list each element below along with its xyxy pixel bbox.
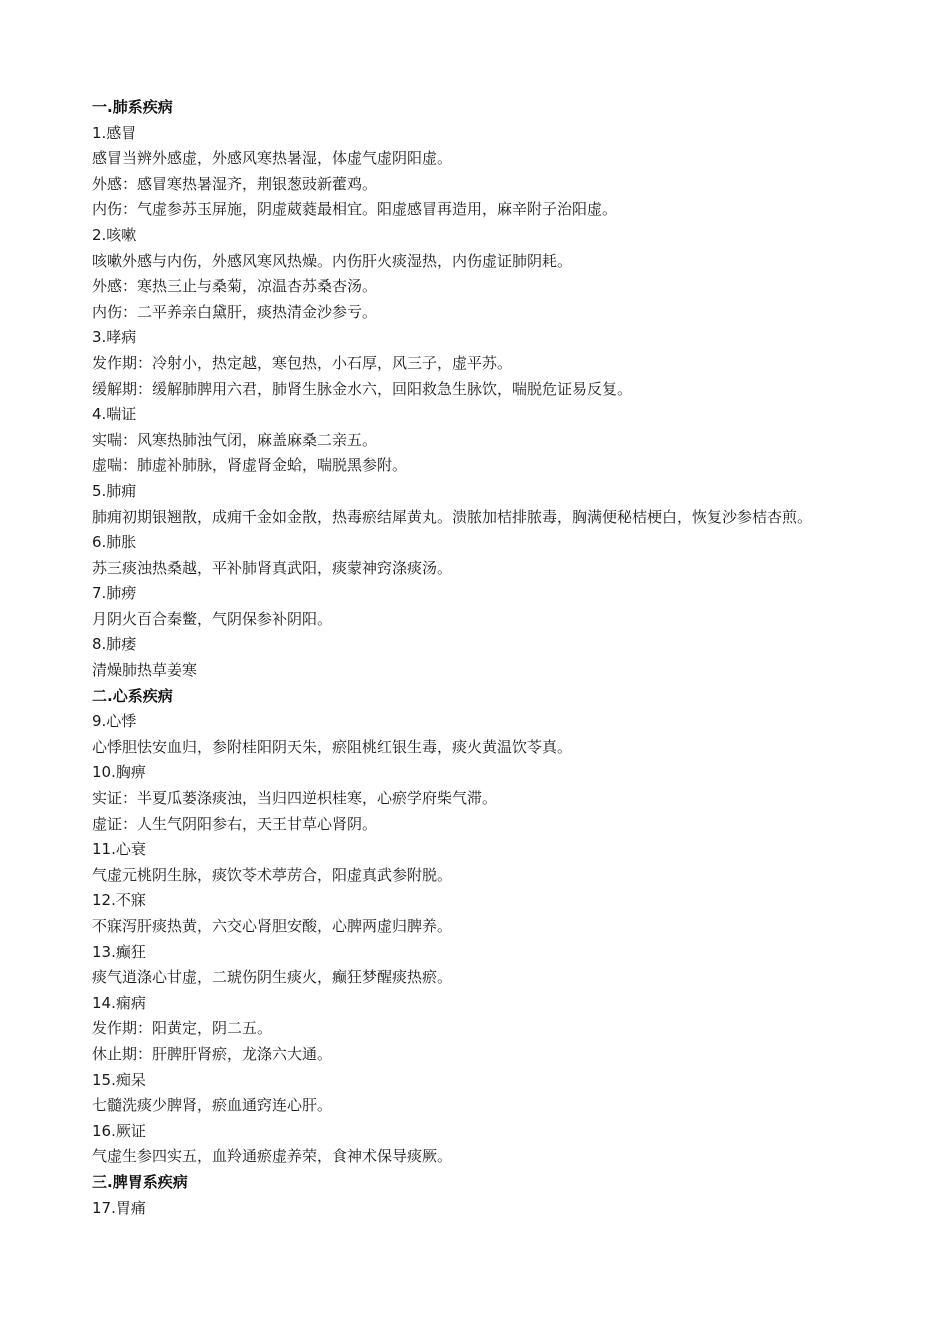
disease-title: 13.癫狂 [92,942,146,961]
body-text-line: 气虚元桃阴生脉，痰饮苓术葶苈合，阳虚真武参附脱。 [92,865,453,884]
body-text-line: 七髓洗痰少脾肾，瘀血通窍连心肝。 [92,1096,333,1115]
body-text-line: 心悸胆怯安血归，参附桂阳阴天朱，瘀阻桃红银生毒，痰火黄温饮苓真。 [92,737,573,756]
disease-title: 3.哮病 [92,328,137,347]
disease-title: 14.痫病 [92,993,146,1012]
body-text-line: 休止期：肝脾肝肾瘀，龙涤六大通。 [92,1044,333,1063]
body-text-line: 外感：感冒寒热暑湿齐，荆银葱豉新藿鸡。 [92,174,378,193]
disease-title: 4.喘证 [92,405,137,424]
body-text-line: 发作期：冷射小，热定越，寒包热，小石厚，风三子，虚平苏。 [92,353,513,372]
body-text-line: 实证：半夏瓜蒌涤痰浊，当归四逆枳桂寒，心瘀学府柴气滞。 [92,789,498,808]
section-heading: 一.肺系疾病 [92,98,173,116]
body-text-line: 实喘：风寒热肺浊气闭，麻盖麻桑二亲五。 [92,430,378,449]
body-text-line: 不寐泻肝痰热黄，六交心肾胆安酸，心脾两虚归脾养。 [92,917,453,935]
body-text-line: 缓解期：缓解肺脾用六君，肺肾生脉金水六，回阳救急生脉饮，喘脱危证易反复。 [92,379,633,398]
disease-title: 5.肺痈 [92,481,137,500]
body-text-line: 虚证：人生气阴阳参右，天王甘草心肾阴。 [92,814,378,833]
disease-title: 2.咳嗽 [92,225,137,244]
body-text-line: 感冒当辨外感虚，外感风寒热暑湿，体虚气虚阴阳虚。 [92,149,453,168]
body-text-line: 内伤：气虚参苏玉屏施，阴虚葳蕤最相宜。阳虚感冒再造用，麻辛附子治阳虚。 [92,200,618,219]
body-text-line: 清燥肺热草姜寒 [92,661,198,680]
disease-title: 17.胃痛 [92,1198,146,1217]
body-text-line: 虚喘：肺虚补肺脉，肾虚肾金蛤，喘脱黑参附。 [92,456,408,475]
body-text-line: 发作期：阳黄定，阴二五。 [92,1019,273,1038]
disease-title: 6.肺胀 [92,533,137,552]
body-text-line: 内伤：二平养亲白黛肝，痰热清金沙参亏。 [92,302,378,321]
disease-title: 9.心悸 [92,712,137,731]
disease-title: 15.痴呆 [92,1070,146,1089]
document-page [92,95,862,1221]
disease-title: 10.胸痹 [92,763,146,782]
body-text-line: 月阴火百合秦鳖，气阴保参补阴阳。 [92,609,333,628]
body-text-line: 咳嗽外感与内伤，外感风寒风热燥。内伤肝火痰湿热，内伤虚证肺阴耗。 [92,251,573,270]
body-text-line: 肺痈初期银翘散，成痈千金如金散，热毒瘀结犀黄丸。溃脓加桔排脓毒，胸满便秘桔梗白，恢复沙参桔杏煎。 [92,507,813,526]
section-heading: 二.心系疾病 [92,686,173,705]
body-text-line: 痰气逍涤心甘虚，二琥伤阴生痰火，癫狂梦醒痰热瘀。 [92,968,453,987]
body-text-line: 气虚生参四实五，血羚通瘀虚养荣，食神术保导痰厥。 [92,1147,453,1166]
disease-title: 7.肺痨 [92,584,137,603]
disease-title: 12.不寐 [92,891,146,910]
disease-title: 11.心衰 [92,840,146,859]
disease-title: 16.厥证 [92,1121,146,1140]
disease-title: 1.感冒 [92,123,137,142]
section-heading: 三.脾胃系疾病 [92,1172,188,1191]
body-text-line: 外感：寒热三止与桑菊，凉温杏苏桑杏汤。 [92,277,378,296]
body-text-line: 苏三痰浊热桑越，平补肺肾真武阳，痰蒙神窍涤痰汤。 [92,558,453,577]
disease-title: 8.肺痿 [92,635,137,654]
